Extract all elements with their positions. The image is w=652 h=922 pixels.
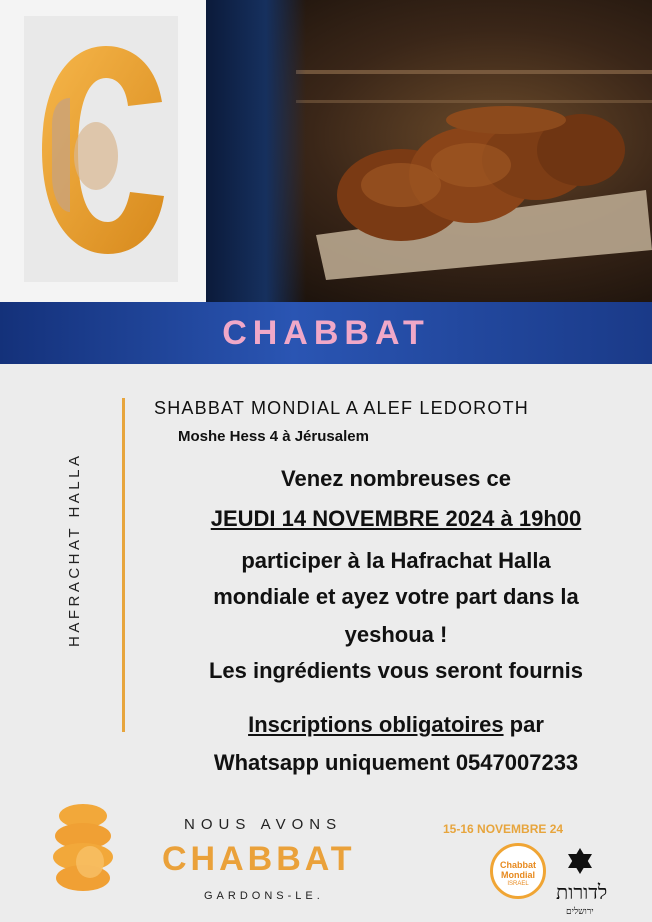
- oven-frame: [206, 0, 306, 302]
- registration-line: [140, 712, 652, 738]
- side-label: HAFRACHAT HALLA: [66, 452, 83, 647]
- invite-line-1: Venez nombreuses ce: [281, 466, 511, 491]
- chabbat-mondial-logo: [490, 843, 546, 899]
- invite-line-4: yeshoua !: [344, 622, 448, 647]
- challah-icon: [50, 802, 116, 898]
- event-date: JEUDI 14 NOVEMBRE 2024 à 19h00: [210, 506, 582, 531]
- cm-logo-text: Chabbat Mondial: [500, 860, 536, 880]
- ledoroth-logo: לדורות: [556, 880, 608, 904]
- slogan-bottom: GARDONS-LE.: [204, 890, 324, 902]
- event-address: Moshe Hess 4 à Jérusalem: [178, 428, 369, 445]
- ledoroth-sub: ירושלים: [566, 907, 594, 917]
- slogan-top: NOUS AVONS: [184, 816, 343, 833]
- cm-logo-sub: ISRAEL: [507, 881, 529, 887]
- invite-line-5: Les ingrédients vous seront fournis: [208, 658, 584, 683]
- registration-suffix: par: [503, 712, 544, 737]
- registration-label: Inscriptions obligatoires: [248, 712, 504, 737]
- chabbat-c-logo: [24, 16, 178, 282]
- contact-line: Whatsapp uniquement 0547007233: [213, 750, 579, 775]
- invite-line-2: participer à la Hafrachat Halla: [241, 548, 551, 573]
- slogan-main: CHABBAT: [162, 840, 356, 878]
- event-dates: 15-16 NOVEMBRE 24: [443, 822, 564, 836]
- invite-line-3: mondiale et ayez votre part dans la: [213, 584, 579, 609]
- banner-title: CHABBAT: [222, 314, 430, 352]
- event-headline: SHABBAT MONDIAL A ALEF LEDOROTH: [154, 398, 529, 418]
- divider-line: [122, 398, 125, 732]
